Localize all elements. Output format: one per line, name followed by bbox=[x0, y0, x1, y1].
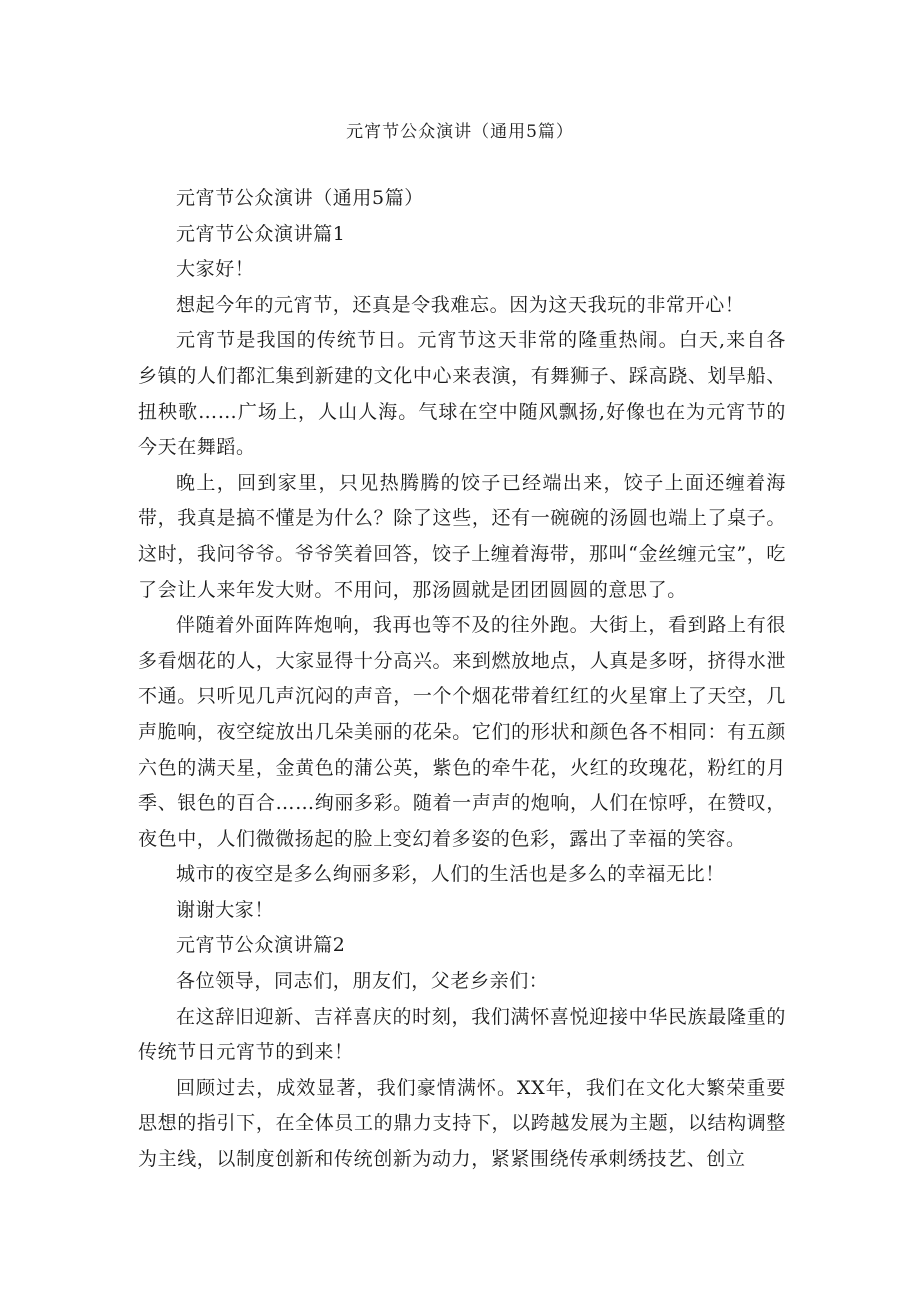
paragraph: 元宵节是我国的传统节日。元宵节这天非常的隆重热闹。白天,来自各乡镇的人们都汇集到新建的文化中心来表演，有舞狮子、踩高跷、划旱船、扭秧歌……广场上，人山人海。气球在空中随风飘扬,好像也在为元宵节的今天在舞蹈。 bbox=[138, 329, 786, 459]
paragraph-section-heading-1: 元宵节公众演讲篇1 bbox=[176, 222, 346, 245]
paragraph: 晚上，回到家里，只见热腾腾的饺子已经端出来，饺子上面还缠着海带，我真是搞不懂是为什么？除了这些，还有一碗碗的汤圆也端上了桌子。这时，我问爷爷。爷爷笑着回答，饺子上缠着海带，那叫“金丝缠元宝”，吃了会让人来年发大财。不用问，那汤圆就是团团圆圆的意思了。 bbox=[138, 471, 786, 601]
paragraph-section-heading-2: 元宵节公众演讲篇2 bbox=[176, 934, 346, 957]
paragraph: 想起今年的元宵节，还真是令我难忘。因为这天我玩的非常开心！ bbox=[176, 293, 745, 316]
paragraph: 回顾过去，成效显著，我们豪情满怀。XX年，我们在文化大繁荣重要思想的指引下，在全体员工的鼎力支持下，以跨越发展为主题，以结构调整为主线，以制度创新和传统创新为动力，紧紧围绕传承刺绣技艺、创立 bbox=[138, 1076, 786, 1171]
paragraph-closing: 谢谢大家！ bbox=[176, 898, 275, 921]
document-body bbox=[138, 181, 786, 1178]
paragraph-salutation: 各位领导，同志们，朋友们，父老乡亲们： bbox=[176, 970, 549, 993]
paragraph: 在这辞旧迎新、吉祥喜庆的时刻，我们满怀喜悦迎接中华民族最隆重的传统节日元宵节的到来！ bbox=[138, 1005, 786, 1064]
paragraph: 伴随着外面阵阵炮响，我再也等不及的往外跑。大街上，看到路上有很多看烟花的人，大家显得十分高兴。来到燃放地点，人真是多呀，挤得水泄不通。只听见几声沉闷的声音，一个个烟花带着红红的火星窜上了天空，几声脆响，夜空绽放出几朵美丽的花朵。它们的形状和颜色各不相同：有五颜六色的满天星，金黄色的蒲公英，紫色的牵牛花，火红的玫瑰花，粉红的月季、银色的百合……绚丽多彩。随着一声声的炮响，人们在惊呼，在赞叹，夜色中，人们微微扬起的脸上变幻着多姿的色彩，露出了幸福的笑容。 bbox=[138, 614, 786, 850]
paragraph-doc-heading: 元宵节公众演讲（通用5篇） bbox=[176, 187, 424, 209]
paragraph: 城市的夜空是多么绚丽多彩，人们的生活也是多么的幸福无比！ bbox=[176, 863, 725, 886]
page-title: 元宵节公众演讲（通用5篇） bbox=[346, 122, 574, 142]
paragraph-greeting: 大家好！ bbox=[176, 258, 255, 281]
